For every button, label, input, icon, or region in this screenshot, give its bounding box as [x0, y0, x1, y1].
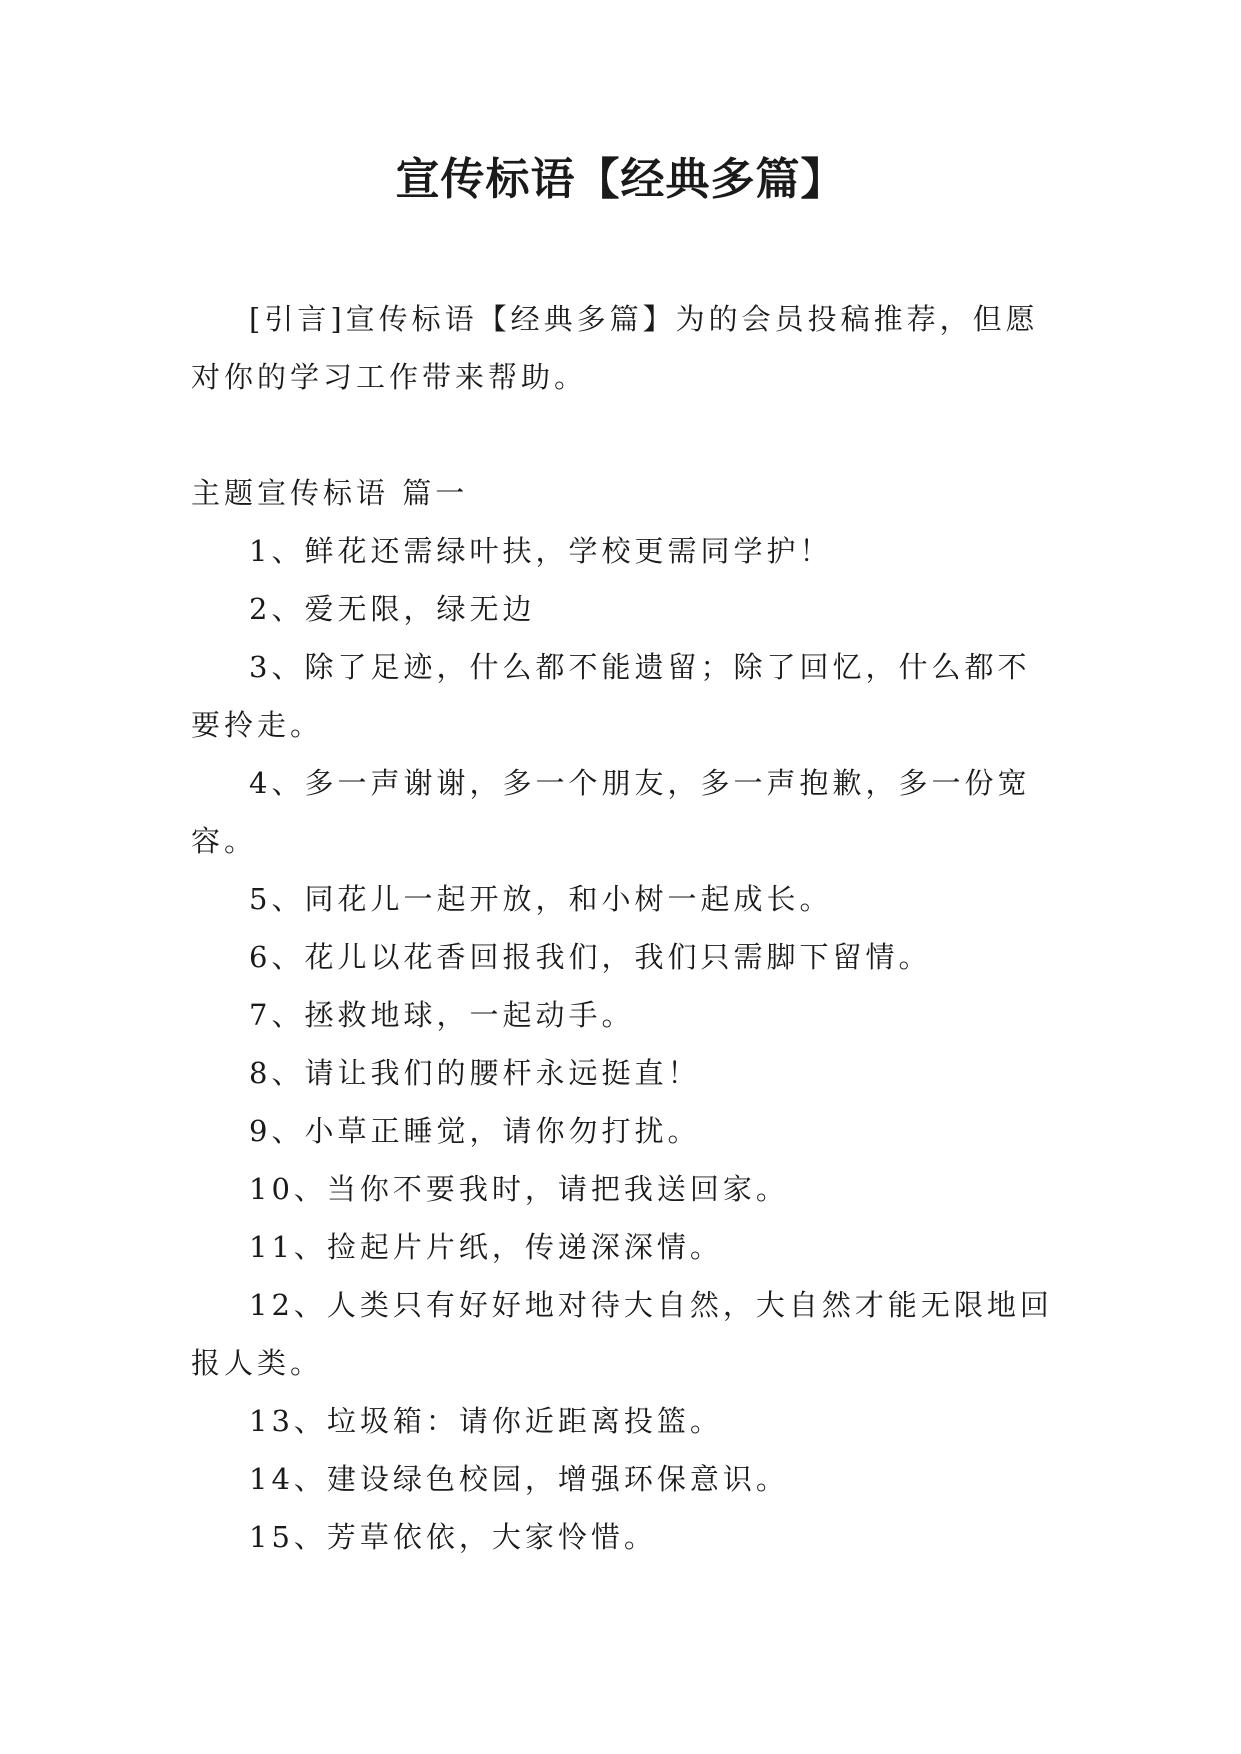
list-item: 9、小草正睡觉，请你勿打扰。 — [249, 1114, 701, 1148]
list-item: 5、同花儿一起开放，和小树一起成长。 — [249, 882, 833, 916]
list-item: 14、建设绿色校园，增强环保意识。 — [249, 1462, 789, 1496]
list-item: 13、垃圾箱：请你近距离投篮。 — [249, 1404, 723, 1438]
list-item: 1、鲜花还需绿叶扶，学校更需同学护！ — [249, 534, 833, 568]
intro-paragraph: [引言]宣传标语【经典多篇】为的会员投稿推荐，但愿对你的学习工作带来帮助。 — [191, 302, 1039, 394]
list-item: 12、人类只有好好地对待大自然，大自然才能无限地回报人类。 — [191, 1288, 1053, 1380]
list-item: 3、除了足迹，什么都不能遗留；除了回忆，什么都不要拎走。 — [191, 650, 1031, 742]
list-item: 2、爱无限，绿无边 — [249, 592, 536, 626]
list-item: 10、当你不要我时，请把我送回家。 — [249, 1172, 789, 1206]
list-item: 4、多一声谢谢，多一个朋友，多一声抱歉，多一份宽容。 — [191, 766, 1031, 858]
list-item: 7、拯救地球，一起动手。 — [249, 998, 635, 1032]
list-item: 15、芳草依依，大家怜惜。 — [249, 1520, 657, 1554]
document-title: 宣传标语【经典多篇】 — [395, 154, 846, 205]
list-item: 11、捡起片片纸，传递深深情。 — [249, 1230, 723, 1264]
list-item: 8、请让我们的腰杆永远挺直！ — [249, 1056, 701, 1090]
document-body — [191, 290, 1061, 1566]
list-item: 6、花儿以花香回报我们，我们只需脚下留情。 — [249, 940, 932, 974]
section-heading: 主题宣传标语 篇一 — [191, 476, 469, 510]
